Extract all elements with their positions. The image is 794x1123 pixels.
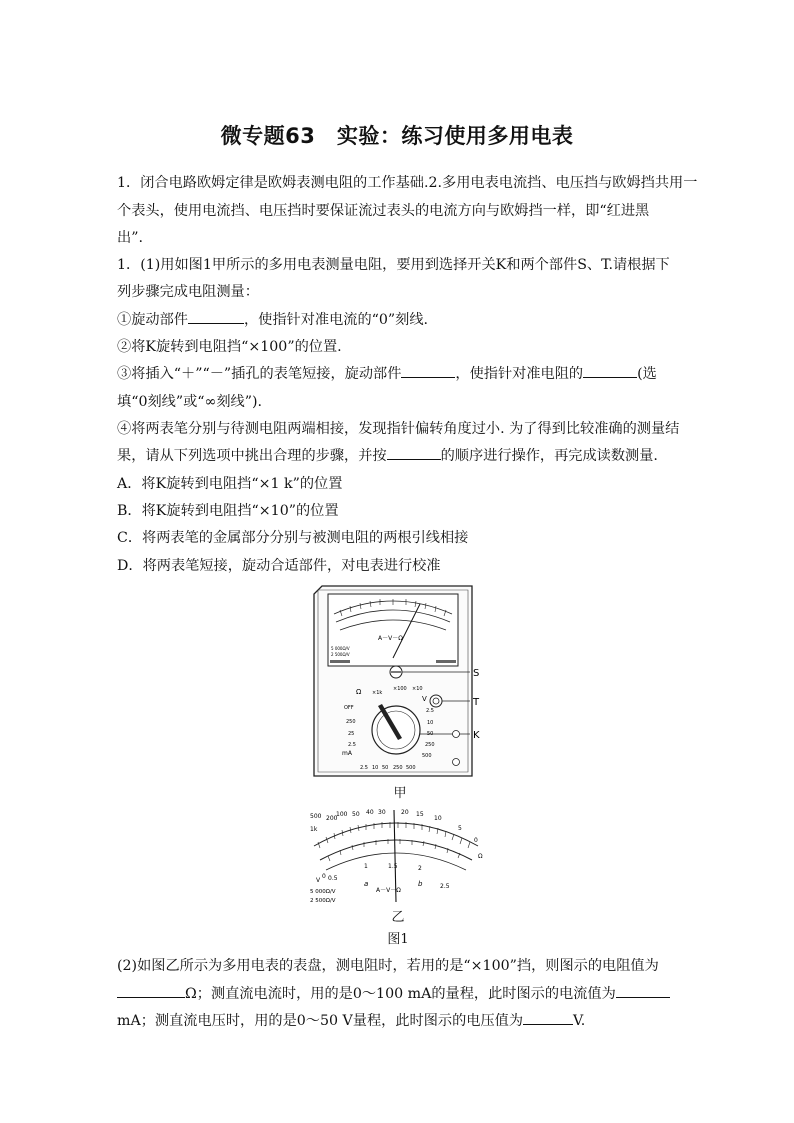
figure-label-yi: 乙 <box>391 910 405 925</box>
mark-a: a <box>364 880 369 888</box>
ohm-tick-50: 50 <box>352 811 360 818</box>
dial-ma: mA <box>342 750 352 757</box>
display-mirror-right <box>436 660 456 663</box>
step-4-text-b: 的顺序进行操作，再完成读数测量. <box>440 448 658 464</box>
dial-500-right: 500 <box>422 753 432 759</box>
step-1 <box>117 309 428 329</box>
jack-plus <box>453 731 460 738</box>
figure-caption: 图1 <box>387 932 409 947</box>
dial-250-right: 250 <box>425 742 435 748</box>
step-3-line-2: 填“0刻线”或“∞刻线”). <box>117 394 263 410</box>
multimeter-figure <box>300 580 500 790</box>
v-symbol: V <box>422 695 427 703</box>
dc-tick-1-5: 1.5 <box>388 863 398 870</box>
answer-blank-5[interactable] <box>117 983 185 998</box>
face-sens-1: 5 000Ω/V <box>310 889 336 895</box>
dial-bottom-500: 500 <box>406 765 416 771</box>
dc-scale-arc <box>320 840 472 860</box>
zero-adjust-knob-t <box>430 695 442 707</box>
question-2-line-3 <box>117 1010 585 1030</box>
face-sens-2: 2 500Ω/V <box>310 898 336 904</box>
dial-bottom-2-5: 2.5 <box>360 765 368 771</box>
ohm-tick-10: 10 <box>434 815 442 822</box>
meter-face-figure <box>306 804 496 908</box>
answer-blank-4[interactable] <box>387 445 441 460</box>
question-2-text-d: V. <box>573 1013 586 1029</box>
question-2-text-c: mA；测直流电压时，用的是0～50 V量程，此时图示的电压值为 <box>117 1013 524 1029</box>
jack-minus <box>453 759 460 766</box>
step-4-line-1: ④将两表笔分别与待测电阻两端相接，发现指针偏转角度过小. 为了得到比较准确的测量结 <box>117 421 680 437</box>
option-c: C．将两表笔的金属部分分别与被测电阻的两根引线相接 <box>117 530 469 546</box>
dial-off: OFF <box>344 705 354 711</box>
ohm-scale-arc <box>314 823 478 846</box>
dc-tick-2-5: 2.5 <box>440 883 450 890</box>
ohm-tick-20: 20 <box>401 809 409 816</box>
mark-b: b <box>418 880 423 888</box>
dc-tick-2: 2 <box>418 865 422 872</box>
display-mirror-left <box>330 660 350 663</box>
dial-2-5-right: 2.5 <box>426 708 434 714</box>
dc-tick-1: 1 <box>364 863 368 870</box>
answer-blank-6[interactable] <box>616 983 670 998</box>
dc-tick-0: 0 <box>322 873 326 880</box>
ohm-tick-100: 100 <box>336 811 348 818</box>
intro-line-2: 个表头，使用电流挡、电压挡时要保证流过表头的电流方向与欧姆挡一样，即“红进黑 <box>117 203 650 219</box>
question-1-line-2: 列步骤完成电阻测量： <box>117 284 259 300</box>
answer-blank-7[interactable] <box>523 1010 573 1025</box>
dial-50-right: 50 <box>427 731 434 737</box>
option-a: A．将K旋转到电阻挡“×1 k”的位置 <box>117 476 343 492</box>
step-3-text-c: (选 <box>637 366 657 382</box>
dial-x100: ×100 <box>393 686 407 692</box>
step-3 <box>117 363 657 383</box>
option-b: B．将K旋转到电阻挡“×10”的位置 <box>117 503 339 519</box>
question-2-line-1: (2)如图乙所示为多用电表的表盘，测电阻时，若用的是“×100”挡，则图示的电阻值为 <box>117 958 659 974</box>
ohm-symbol-right: Ω <box>478 853 483 860</box>
option-d: D．将两表笔短接，旋动合适部件，对电表进行校准 <box>117 558 441 574</box>
step-1-text-b: ，使指针对准电流的“0”刻线. <box>243 312 429 328</box>
face-v-symbol: V <box>316 877 321 884</box>
answer-blank-3[interactable] <box>583 363 637 378</box>
dial-ohm-symbol: Ω <box>356 688 362 696</box>
dial-bottom-50: 50 <box>382 765 389 771</box>
ohm-tick-5: 5 <box>458 825 462 832</box>
question-2-line-2 <box>117 983 670 1003</box>
part-label-t: T <box>473 697 480 708</box>
step-4-line-2 <box>117 445 658 465</box>
ohm-tick-30: 30 <box>378 809 386 816</box>
question-2-text-b: Ω；测直流电流时，用的是0～100 mA的量程，此时图示的电流值为 <box>185 986 616 1002</box>
answer-blank-1[interactable] <box>188 309 244 324</box>
dial-10-right: 10 <box>427 720 434 726</box>
dial-2-5-left: 2.5 <box>348 742 356 748</box>
ohm-tick-40: 40 <box>366 809 374 816</box>
step-1-text-a: ①旋动部件 <box>117 312 188 328</box>
dial-bottom-10: 10 <box>372 765 379 771</box>
ohm-tick-15: 15 <box>416 811 424 818</box>
ohm-tick-0: 0 <box>474 837 478 844</box>
step-4-text-a: 果，请从下列选项中挑出合理的步骤，并按 <box>117 448 387 464</box>
ohm-tick-1k: 1k <box>310 826 318 833</box>
dial-25-left: 25 <box>348 731 355 737</box>
step-2: ②将K旋转到电阻挡“×100”的位置. <box>117 339 342 355</box>
part-label-s: S <box>473 668 480 679</box>
intro-line-1: 1．闭合电路欧姆定律是欧姆表测电阻的工作基础.2.多用电表电流挡、电压挡与欧姆挡共用一 <box>117 175 698 191</box>
step-3-text-b: ，使指针对准电阻的 <box>455 366 584 382</box>
intro-line-3: 出”. <box>117 230 143 246</box>
dial-x10: ×10 <box>412 686 423 692</box>
ohm-tick-200: 200 <box>326 815 338 822</box>
dial-bottom-250: 250 <box>393 765 403 771</box>
dc-scale-ticks <box>328 839 460 861</box>
face-avo-label: A－V－Ω <box>376 887 401 894</box>
step-3-text-a: ③将插入“＋”“－”插孔的表笔短接，旋动部件 <box>117 366 402 382</box>
ohm-tick-500: 500 <box>310 813 322 820</box>
figure-label-jia: 甲 <box>393 786 407 801</box>
dial-x1k: ×1k <box>372 690 383 696</box>
dc-tick-0-5: 0.5 <box>328 875 338 882</box>
display-avo-label: A－V－Ω <box>378 635 403 642</box>
answer-blank-2[interactable] <box>401 363 455 378</box>
dial-250-left: 250 <box>346 719 356 725</box>
display-sens-1: 5 000Ω/V <box>331 646 350 651</box>
question-1-line-1: 1．(1)用如图1甲所示的多用电表测量电阻，要用到选择开关K和两个部件S、T.请根据下 <box>117 257 670 273</box>
display-sens-2: 2 500Ω/V <box>331 652 350 657</box>
page-title: 微专题63 实验：练习使用多用电表 <box>220 124 574 148</box>
part-label-k: K <box>473 730 480 741</box>
